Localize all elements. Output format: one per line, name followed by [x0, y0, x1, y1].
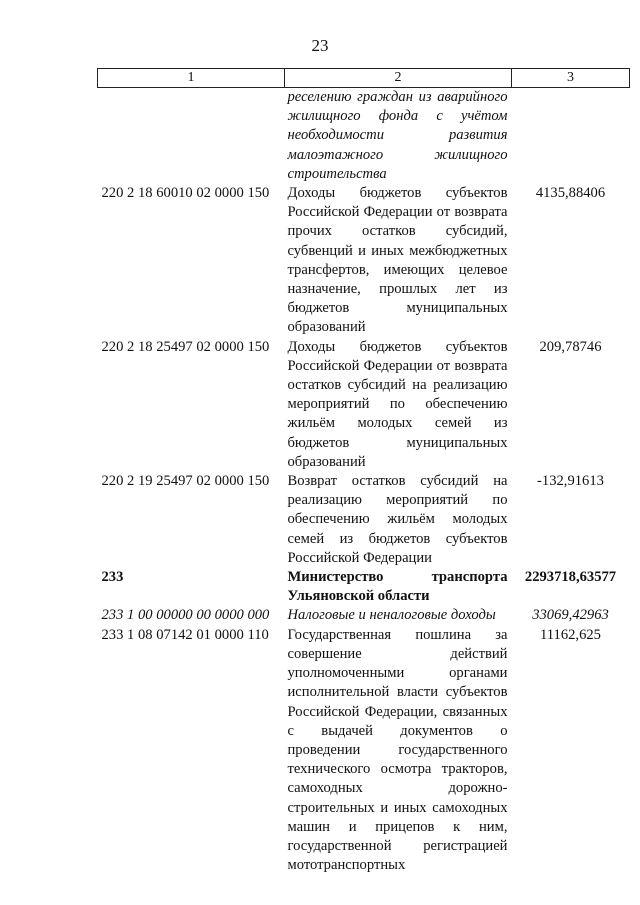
table-row [98, 626, 630, 876]
row-value: 2293718,63577 [524, 569, 617, 586]
row-code: 233 1 08 07142 01 0000 110 [101, 626, 269, 643]
row-name: Доходы бюджетов субъектов Российской Федерации от возврата прочих остатков субсидий, субвенций и иных межбюджетных трансфертов, имеющих целевое назначение, прошлых лет из бюджетов муниципальных образований [287, 185, 508, 336]
row-code: 220 2 18 25497 02 0000 150 [101, 338, 270, 355]
row-name: Доходы бюджетов субъектов Российской Федерации от возврата остатков субсидий на реализацию мероприятий по обеспечению жильём молодых семей из бюджетов муниципальных образований [287, 338, 508, 470]
row-name: Возврат остатков субсидий на реализацию мероприятий по обеспечению жильём молодых семей из бюджетов субъектов Российской Федерации [287, 473, 508, 566]
table-row [98, 606, 630, 625]
row-value: 11162,625 [540, 626, 601, 643]
row-value [512, 88, 630, 185]
row-name: Министерство транспорта Ульяновской области [287, 569, 508, 605]
table-header-row [98, 69, 630, 88]
row-value: 33069,42963 [532, 607, 609, 624]
row-code: 233 [101, 569, 124, 586]
row-name: Государственная пошлина за совершение действий уполномоченными органами исполнительной власти субъектов Российской Федерации, связанных с выдачей документов о проведении государственного технического осмотра тракторов, самоходных дорожно-строительных и иных самоходных машин и прицепов к ним, государственной регистрацией мототранспортных [287, 626, 508, 874]
row-code: 220 2 19 25497 02 0000 150 [101, 473, 270, 490]
table-row [98, 472, 630, 568]
page-number: 23 [311, 36, 329, 55]
table-row [98, 88, 630, 185]
column-header-3: 3 [512, 69, 630, 88]
column-header-2: 2 [285, 69, 512, 88]
table-row [98, 338, 630, 472]
row-value: 4135,88406 [535, 185, 606, 202]
row-name: Налоговые и неналоговые доходы [287, 607, 496, 624]
row-code: 233 1 00 00000 00 0000 000 [101, 607, 270, 624]
row-code [98, 88, 285, 185]
row-value: -132,91613 [537, 473, 604, 490]
column-header-1: 1 [98, 69, 285, 88]
table-row [98, 568, 630, 606]
revenue-table [97, 68, 630, 875]
row-value: 209,78746 [539, 338, 602, 355]
row-name: реселению граждан из аварийного жилищного фонда с учётом необходимости развития малоэтажного жилищного строительства [287, 89, 508, 182]
table-row [98, 184, 630, 338]
row-code: 220 2 18 60010 02 0000 150 [101, 185, 270, 202]
